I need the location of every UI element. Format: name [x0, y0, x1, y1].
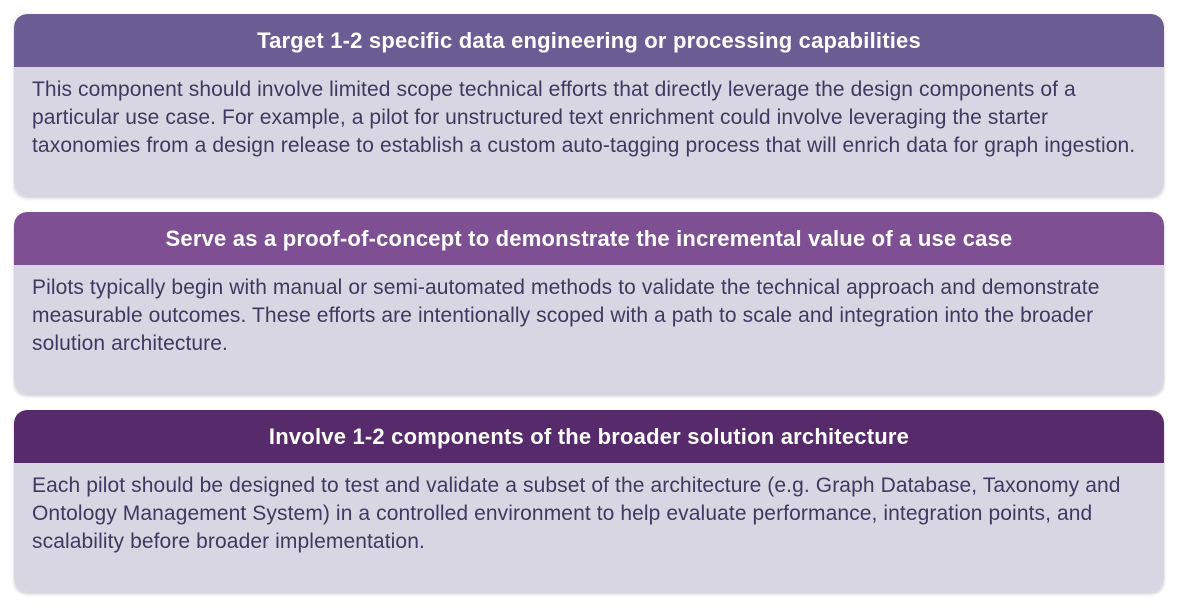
card-target-capabilities-header — [14, 14, 1164, 67]
card-proof-of-concept-body: Pilots typically begin with manual or semi-automated methods to validate the technical approach and demonstrate measurable outcomes. These efforts are intentionally scoped with a path to scale and integration into the broader solution architecture. — [14, 265, 1164, 394]
card-architecture-components — [14, 410, 1164, 592]
card-target-capabilities-title: Target 1-2 specific data engineering or processing capabilities — [257, 27, 921, 53]
card-target-capabilities — [14, 14, 1164, 196]
card-architecture-components-header — [14, 410, 1164, 463]
card-proof-of-concept-header — [14, 212, 1164, 265]
card-architecture-components-title: Involve 1-2 components of the broader solution architecture — [268, 423, 910, 449]
card-target-capabilities-body: This component should involve limited scope technical efforts that directly leverage the design components of a particular use case. For example, a pilot for unstructured text enrichment could involve leveraging the starter taxonomies from a design release to establish a custom auto-tagging process that will enrich data for graph ingestion. — [14, 67, 1164, 196]
card-proof-of-concept-title: Serve as a proof-of-concept to demonstrate the incremental value of a use case — [165, 225, 1013, 251]
card-architecture-components-body: Each pilot should be designed to test and validate a subset of the architecture (e.g. Graph Database, Taxonomy and Ontology Management System) in a controlled environment to help evaluate performance, integration points, and scalability before broader implementation. — [14, 463, 1164, 592]
card-proof-of-concept — [14, 212, 1164, 394]
